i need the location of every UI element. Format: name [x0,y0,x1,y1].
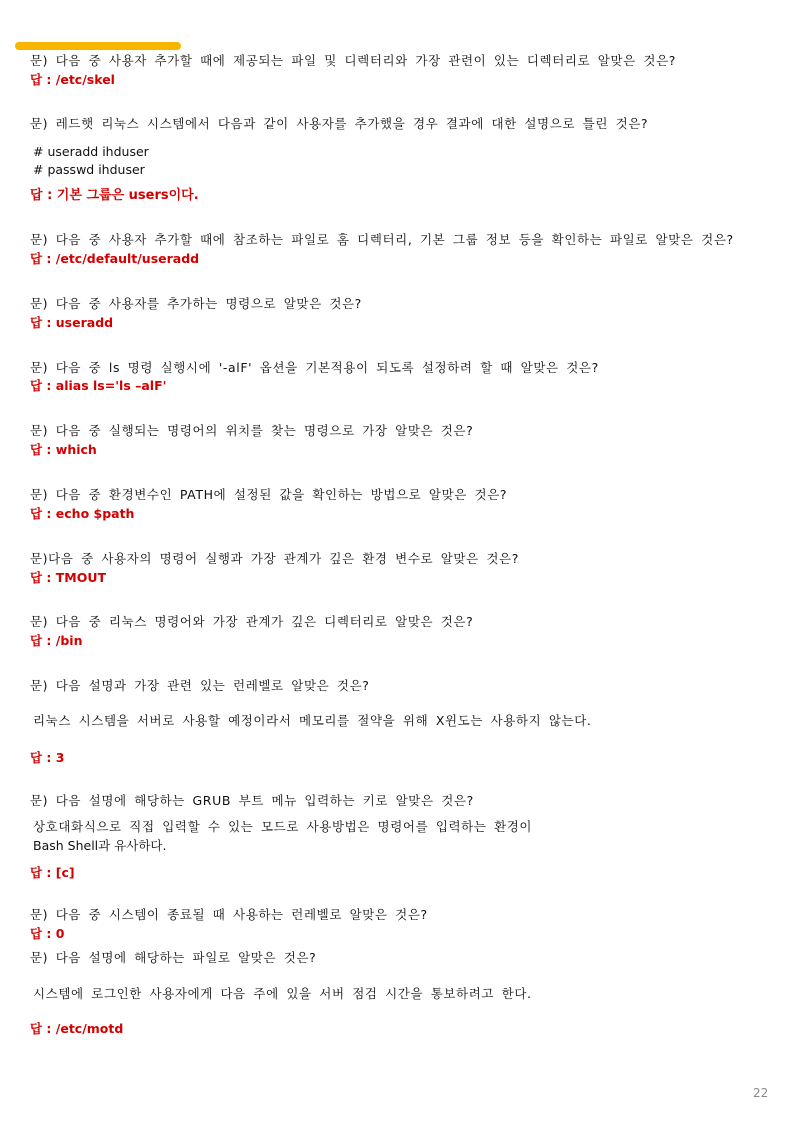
question-11: 문) 다음 설명에 해당하는 GRUB 부트 메뉴 입력하는 키로 알맞은 것은? [30,793,474,808]
answer-10: 답 : 3 [30,750,65,765]
question-7: 문) 다음 중 환경변수인 PATH에 설정된 값을 확인하는 방법으로 알맞은 것은? [30,487,508,502]
highlight-bar [15,42,181,50]
question-10: 문) 다음 설명과 가장 관련 있는 런레벨로 알맞은 것은? [30,678,370,693]
description-10: 리눅스 시스템을 서버로 사용할 예정이라서 메모리를 절약을 위해 X윈도는 사용하지 않는다. [33,713,592,728]
answer-3: 답 : /etc/default/useradd [30,251,200,266]
question-13: 문) 다음 설명에 해당하는 파일로 알맞은 것은? [30,950,317,965]
question-9: 문) 다음 중 리눅스 명령어와 가장 관계가 깊은 디렉터리로 알맞은 것은? [30,614,474,629]
question-5: 문) 다음 중 ls 명령 실행시에 '-alF' 옵션을 기본적용이 되도록 설정하려 할 때 알맞은 것은? [30,360,599,375]
question-12: 문) 다음 중 시스템이 종료될 때 사용하는 런레벨로 알맞은 것은? [30,907,428,922]
question-8: 문)다음 중 사용자의 명령어 실행과 가장 관계가 깊은 환경 변수로 알맞은 것은? [30,551,519,566]
question-6: 문) 다음 중 실행되는 명령어의 위치를 찾는 명령으로 가장 알맞은 것은? [30,423,474,438]
question-3: 문) 다음 중 사용자 추가할 때에 참조하는 파일로 홈 디렉터리, 기본 그룹 정보 등을 확인하는 파일로 알맞은 것은? [30,232,734,247]
answer-6: 답 : which [30,442,97,457]
answer-7: 답 : echo $path [30,506,135,521]
answer-8: 답 : TMOUT [30,570,107,585]
answer-5: 답 : alias ls='ls –alF' [30,378,167,393]
page-number: 22 [753,1086,769,1100]
answer-4: 답 : useradd [30,315,114,330]
description-11-line-2: Bash Shell과 유사하다. [33,838,167,853]
question-2: 문) 레드햇 리눅스 시스템에서 다음과 같이 사용자를 추가했을 경우 결과에 대한 설명으로 틀린 것은? [30,116,649,131]
answer-2: 답 : 기본 그룹은 users이다. [30,188,199,203]
question-1: 문) 다음 중 사용자 추가할 때에 제공되는 파일 및 디렉터리와 가장 관련이 있는 디렉터리로 알맞은 것은? [30,53,676,68]
description-11-line-1: 상호대화식으로 직접 입력할 수 있는 모드로 사용방법은 명령어를 입력하는 환경이 [33,819,533,834]
command-line-2: # passwd ihduser [33,162,145,177]
answer-13: 답 : /etc/motd [30,1021,124,1036]
answer-1: 답 : /etc/skel [30,72,115,87]
answer-11: 답 : [c] [30,865,75,880]
command-line-1: # useradd ihduser [33,144,149,159]
question-4: 문) 다음 중 사용자를 추가하는 명령으로 알맞은 것은? [30,296,362,311]
answer-9: 답 : /bin [30,633,83,648]
description-13: 시스템에 로그인한 사용자에게 다음 주에 있을 서버 점검 시간을 통보하려고 한다. [33,986,532,1001]
answer-12: 답 : 0 [30,926,65,941]
